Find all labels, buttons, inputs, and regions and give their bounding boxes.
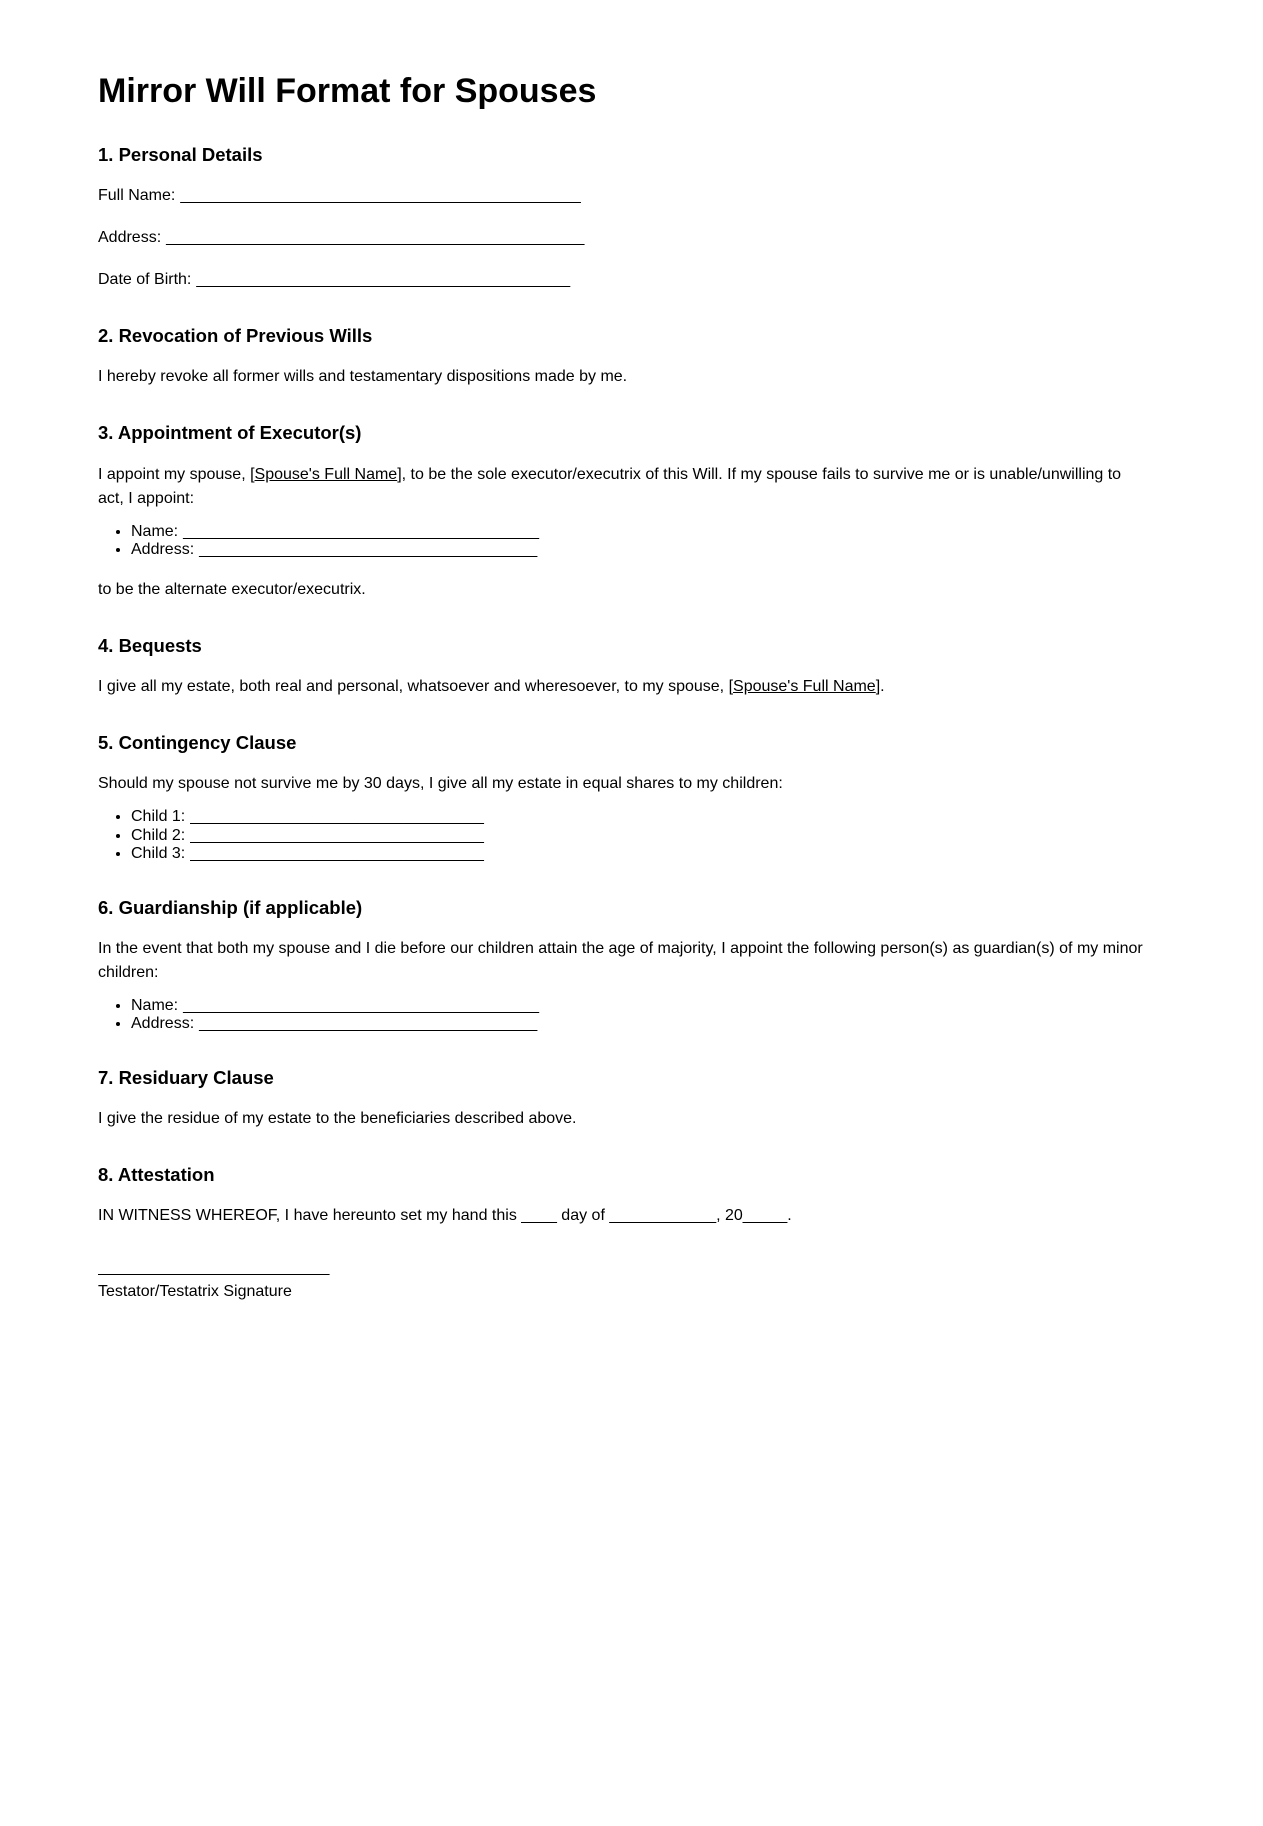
executor-outro: to be the alternate executor/executrix. <box>98 580 366 598</box>
attestation-heading: 8. Attestation <box>98 1163 215 1185</box>
revocation-body: I hereby revoke all former wills and testamentary dispositions made by me. <box>98 368 628 386</box>
address-label: Address: <box>98 229 162 247</box>
section-executor <box>98 422 1163 601</box>
guardianship-heading: 6. Guardianship (if applicable) <box>98 896 363 918</box>
child-2-blank: _________________________________ <box>190 826 484 844</box>
executor-intro-before: I appoint my spouse, [ <box>98 465 255 483</box>
executor-name-item <box>131 523 1163 542</box>
bequests-body <box>98 675 1163 699</box>
guardianship-body-line2: children: <box>98 963 159 981</box>
field-address <box>98 226 1163 250</box>
signature-line: __________________________ <box>98 1259 330 1277</box>
child-2-label: Child 2: <box>131 826 186 844</box>
executor-name-label: Name: <box>131 522 179 540</box>
section-personal-details <box>98 144 1163 292</box>
residuary-body: I give the residue of my estate to the beneficiaries described above. <box>98 1109 577 1127</box>
contingency-heading: 5. Contingency Clause <box>98 731 297 753</box>
guardian-address-label: Address: <box>131 1015 195 1033</box>
guardianship-body-line1: In the event that both my spouse and I die before our children attain the age of majority, I appoint the following person(s) as guardian(s) of my minor <box>98 939 1143 957</box>
executor-heading: 3. Appointment of Executor(s) <box>98 422 362 444</box>
field-date-of-birth <box>98 268 1163 292</box>
signature-label: Testator/Testatrix Signature <box>98 1283 292 1301</box>
guardian-address-blank: ______________________________________ <box>199 1015 538 1033</box>
section-bequests <box>98 635 1163 699</box>
child-1-label: Child 1: <box>131 808 186 826</box>
full-name-label: Full Name: <box>98 187 176 205</box>
executor-intro-line2: act, I appoint: <box>98 489 195 507</box>
guardian-name-item <box>131 997 1163 1016</box>
section-residuary <box>98 1067 1163 1131</box>
executor-name-blank: ________________________________________ <box>183 522 540 540</box>
personal-details-heading: 1. Personal Details <box>98 144 263 166</box>
section-attestation <box>98 1164 1163 1302</box>
contingency-body: Should my spouse not survive me by 30 days, I give all my estate in equal shares to my children: <box>98 775 783 793</box>
residuary-heading: 7. Residuary Clause <box>98 1066 274 1088</box>
children-bullet-list <box>98 808 1163 864</box>
executor-intro <box>98 463 1163 511</box>
guardian-bullet-list <box>98 997 1163 1034</box>
document-title: Mirror Will Format for Spouses <box>98 72 597 110</box>
executor-address-blank: ______________________________________ <box>199 541 538 559</box>
child-3-item <box>131 845 1163 864</box>
date-of-birth-blank: __________________________________________ <box>196 271 571 289</box>
bequests-body-before: I give all my estate, both real and personal, whatsoever and wheresoever, to my spouse, [ <box>98 677 734 695</box>
guardian-address-item <box>131 1015 1163 1034</box>
bequests-body-after: ]. <box>875 677 885 695</box>
section-revocation <box>98 325 1163 389</box>
spouse-name-placeholder: Spouse's Full Name <box>254 465 398 483</box>
revocation-heading: 2. Revocation of Previous Wills <box>98 325 373 347</box>
signature-block <box>98 1256 1163 1302</box>
guardian-name-label: Name: <box>131 996 179 1014</box>
bequests-heading: 4. Bequests <box>98 634 202 656</box>
child-3-blank: _________________________________ <box>190 845 484 863</box>
child-1-item <box>131 808 1163 827</box>
child-1-blank: _________________________________ <box>190 808 484 826</box>
field-full-name <box>98 184 1163 208</box>
guardian-name-blank: ________________________________________ <box>183 996 540 1014</box>
executor-address-item <box>131 541 1163 560</box>
date-of-birth-label: Date of Birth: <box>98 271 192 289</box>
section-contingency <box>98 732 1163 864</box>
child-2-item <box>131 827 1163 846</box>
section-guardianship <box>98 897 1163 1034</box>
executor-address-label: Address: <box>131 541 195 559</box>
guardianship-body <box>98 937 1163 985</box>
child-3-label: Child 3: <box>131 845 186 863</box>
address-blank: _______________________________________________ <box>166 229 585 247</box>
executor-bullet-list <box>98 523 1163 560</box>
spouse-name-placeholder: Spouse's Full Name <box>733 677 876 695</box>
full-name-blank: _____________________________________________ <box>180 187 581 205</box>
attestation-body: IN WITNESS WHEREOF, I have hereunto set my hand this ____ day of ____________, 20_____. <box>98 1207 792 1225</box>
executor-intro-after: ], to be the sole executor/executrix of this Will. If my spouse fails to survive me or is unable/unwilling to <box>397 465 1122 483</box>
